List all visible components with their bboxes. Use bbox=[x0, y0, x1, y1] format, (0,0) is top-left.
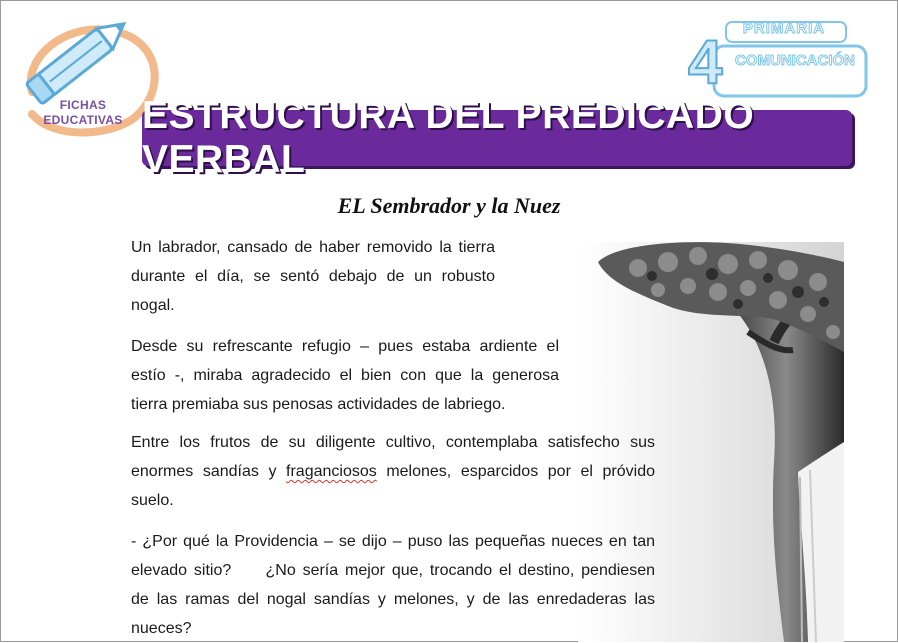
primaria-label: PRIMARIA bbox=[742, 20, 826, 37]
text-run: melones, esparcidos por el próvido bbox=[376, 463, 656, 480]
grade-number: 4 bbox=[688, 28, 723, 97]
paragraph-1 bbox=[131, 233, 495, 320]
logo-text-line1: FICHAS bbox=[59, 98, 107, 112]
paragraph-line: durante el día, se sentó debajo de un robusto bbox=[131, 268, 495, 285]
paragraph-line: suelo. bbox=[131, 492, 174, 509]
subject-label: COMUNICACIÓN bbox=[735, 52, 855, 69]
page-title: ESTRUCTURA DEL PREDICADO VERBAL bbox=[142, 94, 755, 181]
paragraph-line bbox=[131, 457, 655, 486]
text-run: enormes sandías y bbox=[131, 463, 287, 480]
story-title: EL Sembrador y la Nuez bbox=[337, 193, 561, 218]
paragraph-line: nueces? bbox=[131, 620, 192, 637]
spellcheck-misspelled-word[interactable]: fraganciosos bbox=[286, 463, 377, 480]
paragraph-line: de las ramas del nogal sandías y melones, y de las enredaderas las bbox=[131, 591, 655, 608]
paragraph-line: Un labrador, cansado de haber removido la tierra bbox=[131, 239, 495, 256]
paragraph-2 bbox=[131, 332, 559, 419]
paragraph-line: nogal. bbox=[131, 297, 175, 314]
paragraph-3 bbox=[131, 428, 655, 515]
paragraph-line: Desde su refrescante refugio – pues estaba ardiente el bbox=[131, 338, 559, 355]
paragraph-line: Entre los frutos de su diligente cultivo, contemplaba satisfecho sus bbox=[131, 434, 655, 451]
paragraph-line: estío -, miraba agradecido el bien con que la generosa bbox=[131, 367, 559, 384]
paragraph-line: tierra premiaba sus penosas actividades de labriego. bbox=[131, 396, 506, 413]
paragraph-line: elevado sitio? ¿No sería mejor que, trocando el destino, pendiesen bbox=[131, 562, 655, 579]
title-banner bbox=[142, 94, 852, 181]
logo-text-line2: EDUCATIVAS bbox=[43, 113, 123, 127]
paragraph-line: - ¿Por qué la Providencia – se dijo – puso las pequeñas nueces en tan bbox=[131, 533, 655, 550]
paragraph-4 bbox=[131, 527, 655, 643]
